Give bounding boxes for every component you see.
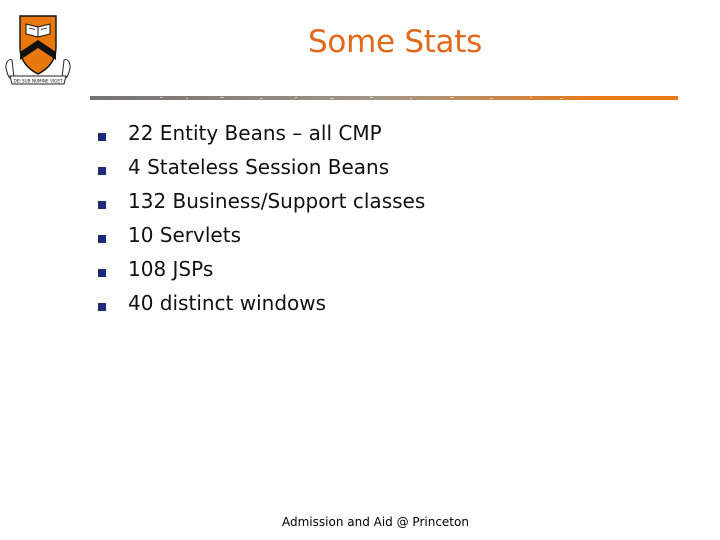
bullet-list <box>0 119 720 323</box>
square-bullet-icon <box>98 201 106 209</box>
bullet-text: 108 JSPs <box>128 257 214 281</box>
title-divider <box>90 92 678 104</box>
list-item <box>0 187 720 221</box>
list-item <box>0 221 720 255</box>
bullet-text: 4 Stateless Session Beans <box>128 155 390 179</box>
square-bullet-icon <box>98 133 106 141</box>
bullet-text: 22 Entity Beans – all CMP <box>128 121 382 145</box>
logo-motto: DEI SUB NUMINE VIGET <box>13 78 63 84</box>
bullet-text: 132 Business/Support classes <box>128 189 426 213</box>
list-item <box>0 289 720 323</box>
slide-footer: Admission and Aid @ Princeton <box>282 515 469 529</box>
list-item <box>0 119 720 153</box>
bullet-text: 10 Servlets <box>128 223 241 247</box>
square-bullet-icon <box>98 167 106 175</box>
list-item <box>0 255 720 289</box>
list-item <box>0 153 720 187</box>
bullet-text: 40 distinct windows <box>128 291 327 315</box>
slide-title: Some Stats <box>308 24 482 60</box>
square-bullet-icon <box>98 235 106 243</box>
square-bullet-icon <box>98 269 106 277</box>
square-bullet-icon <box>98 303 106 311</box>
